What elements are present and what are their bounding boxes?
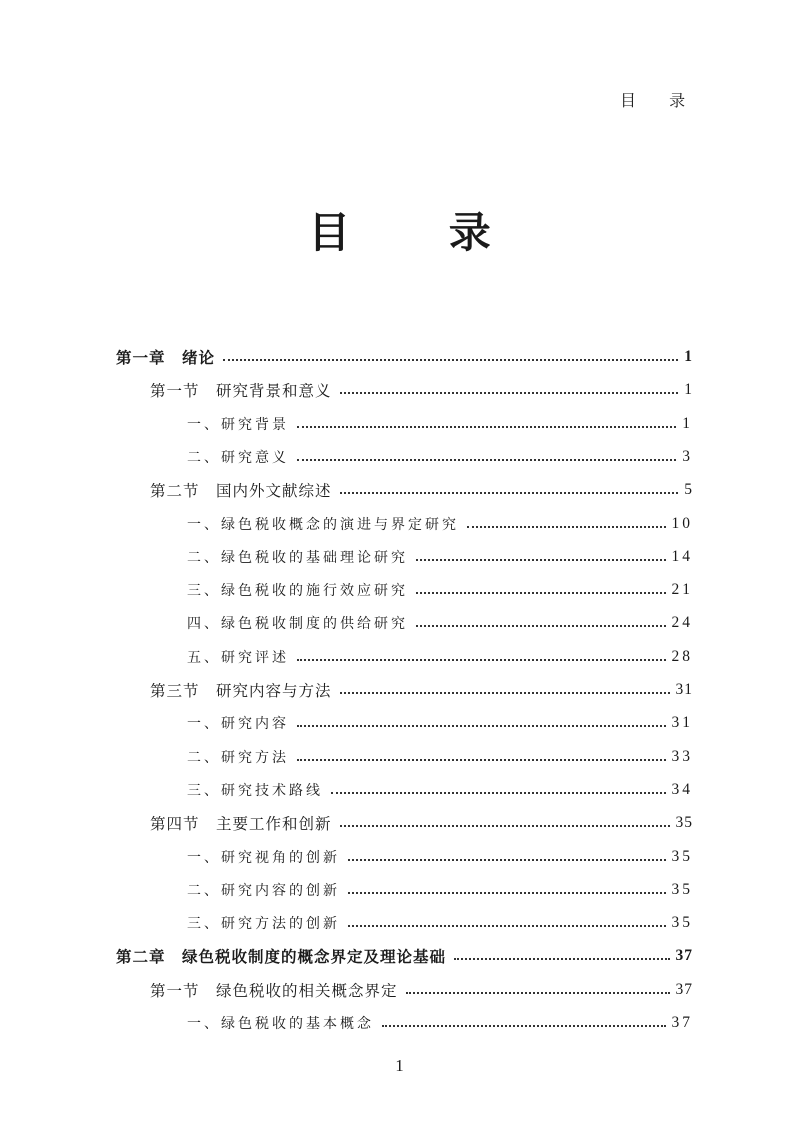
dot-leader	[406, 992, 670, 994]
dot-leader	[382, 1025, 666, 1027]
toc-entry-label: 二、绿色税收的基础理论研究	[187, 549, 408, 566]
toc-entry-page: 1	[684, 348, 693, 365]
dot-leader	[416, 625, 666, 627]
toc-entry-label: 第一节 研究背景和意义	[150, 382, 332, 401]
toc-entry-page: 10	[671, 514, 693, 532]
toc-entry-page: 5	[684, 481, 693, 499]
toc-entry-chapter	[116, 941, 693, 971]
toc-entry-label: 第一章 绪论	[116, 348, 216, 367]
toc-entry-label: 第二章 绿色税收制度的概念界定及理论基础	[116, 947, 447, 967]
toc-entry-page: 37	[675, 947, 693, 965]
toc-entry-page: 3	[682, 447, 693, 465]
toc-entry-page: 35	[671, 847, 693, 865]
toc-entry-label: 二、研究内容的创新	[187, 882, 340, 899]
toc-entry-item	[187, 542, 693, 572]
toc-entry-page: 24	[671, 614, 693, 632]
toc-entry-section	[150, 675, 693, 705]
dot-leader	[348, 925, 666, 927]
toc-entry-item	[187, 509, 693, 539]
dot-leader	[416, 559, 666, 561]
dot-leader	[416, 592, 666, 594]
toc-entry-item	[187, 642, 693, 672]
toc-entry-label: 二、研究意义	[187, 449, 289, 466]
toc-entry-item	[187, 575, 693, 605]
toc-entry-label: 一、研究背景	[187, 416, 289, 433]
toc-entry-page: 35	[671, 880, 693, 898]
toc-entry-page: 31	[675, 681, 693, 698]
dot-leader	[467, 526, 666, 528]
toc-entry-section	[150, 808, 693, 838]
toc-entry-page: 31	[671, 714, 693, 732]
dot-leader	[340, 392, 679, 394]
toc-entry-label: 四、绿色税收制度的供给研究	[187, 616, 408, 633]
toc-entry-page: 14	[671, 547, 693, 565]
running-header: 目 录	[620, 91, 700, 110]
toc-entry-page: 1	[682, 414, 693, 432]
dot-leader	[348, 892, 666, 894]
toc-entry-page: 37	[671, 1014, 693, 1031]
toc-entry-item	[187, 708, 693, 738]
toc-entry-page: 35	[675, 814, 693, 832]
toc-entry-label: 三、绿色税收的施行效应研究	[187, 583, 408, 600]
toc-entry-page: 33	[671, 747, 693, 765]
toc-entry-item	[187, 775, 693, 805]
dot-leader	[331, 792, 666, 794]
toc-entry-label: 一、绿色税收概念的演进与界定研究	[187, 516, 459, 533]
dot-leader	[223, 359, 678, 361]
dot-leader	[348, 859, 666, 861]
dot-leader	[297, 725, 666, 727]
toc-entry-label: 三、研究技术路线	[187, 782, 323, 799]
toc-entry-label: 第四节 主要工作和创新	[150, 815, 332, 834]
toc-entry-page: 34	[671, 780, 693, 798]
dot-leader	[297, 426, 676, 428]
toc-entry-label: 第三节 研究内容与方法	[150, 682, 332, 700]
toc-entry-label: 五、研究评述	[187, 649, 289, 666]
toc-entry-chapter	[116, 342, 693, 372]
toc-entry-label: 第二节 国内外文献综述	[150, 482, 332, 501]
dot-leader	[297, 759, 666, 761]
toc-entry-page: 1	[684, 381, 693, 399]
toc-entry-item	[187, 442, 693, 472]
toc-entry-section	[150, 475, 693, 505]
page-title: 目 录	[308, 208, 533, 257]
toc-entry-page: 35	[671, 914, 693, 932]
toc-entry-label: 一、绿色税收的基本概念	[187, 1016, 374, 1032]
toc-entry-item	[187, 875, 693, 905]
toc-entry-label: 第一节 绿色税收的相关概念界定	[150, 981, 398, 1000]
dot-leader	[297, 459, 676, 461]
toc-entry-item	[187, 409, 693, 439]
toc-entry-page: 28	[671, 647, 693, 665]
toc-entry-label: 一、研究内容	[187, 716, 289, 733]
toc-entry-item	[187, 742, 693, 772]
toc-entry-section	[150, 975, 693, 1005]
toc-entry-label: 二、研究方法	[187, 749, 289, 766]
dot-leader	[340, 692, 670, 694]
toc-entry-label: 一、研究视角的创新	[187, 849, 340, 866]
toc-entry-item	[187, 842, 693, 872]
dot-leader	[454, 958, 669, 960]
dot-leader	[297, 659, 666, 661]
toc-entry-item	[187, 608, 693, 638]
toc-entry-section	[150, 375, 693, 405]
toc-entry-label: 三、研究方法的创新	[187, 916, 340, 933]
toc-entry-page: 37	[675, 980, 693, 998]
toc-entry-page: 21	[671, 581, 693, 599]
toc-entry-item	[187, 908, 693, 938]
toc-entry-item	[187, 1008, 693, 1038]
dot-leader	[340, 825, 670, 827]
dot-leader	[340, 492, 679, 494]
page-number: 1	[395, 1056, 404, 1075]
